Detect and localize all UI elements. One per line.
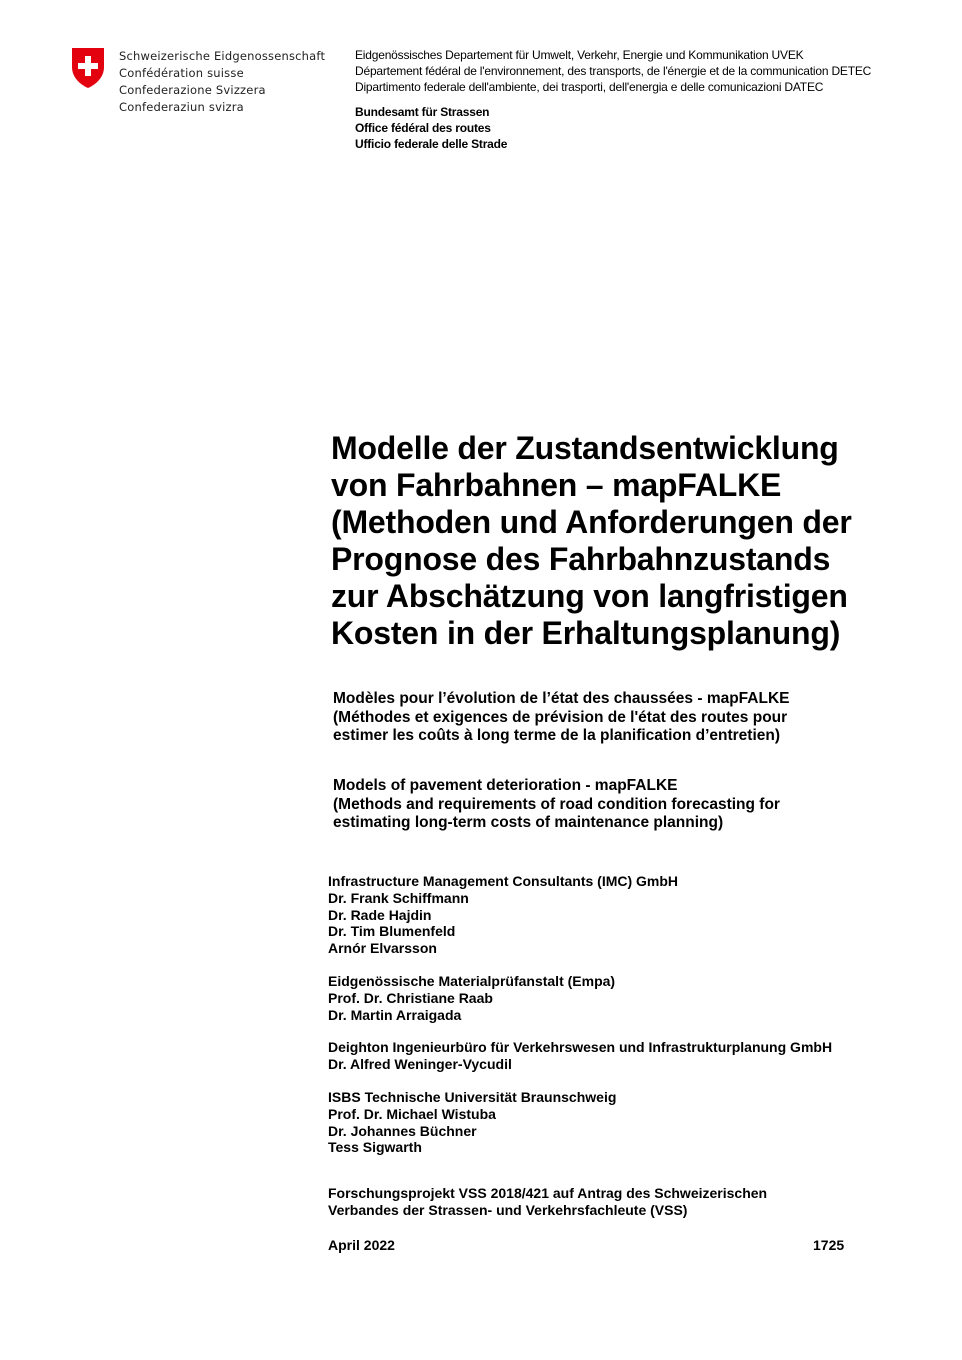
confederation-it: Confederazione Svizzera	[119, 83, 266, 97]
author-group-deighton	[328, 1039, 832, 1073]
subtitle-french	[333, 690, 790, 746]
project-line: Forschungsprojekt VSS 2018/421 auf Antrag des Schweizerischen	[328, 1185, 768, 1201]
report-number: 1725	[813, 1237, 845, 1253]
author-name: Dr. Johannes Büchner	[328, 1122, 477, 1139]
confederation-rm: Confederaziun svizra	[119, 100, 244, 114]
subtitle-line: estimer les coûts à long terme de la planification d’entretien)	[333, 727, 781, 745]
office-fr: Office fédéral des routes	[355, 121, 491, 135]
confederation-de: Schweizerische Eidgenossenschaft	[119, 49, 326, 63]
organization-name: ISBS Technische Universität Braunschweig	[328, 1088, 617, 1105]
author-name: Dr. Martin Arraigada	[328, 1006, 462, 1023]
report-title	[331, 430, 931, 652]
swiss-coat-of-arms-icon	[70, 47, 106, 89]
author-group-empa	[328, 973, 832, 1023]
author-name: Prof. Dr. Christiane Raab	[328, 989, 493, 1006]
author-name: Dr. Rade Hajdin	[328, 906, 432, 923]
organization-name: Infrastructure Management Consultants (IMC) GmbH	[328, 873, 679, 889]
title-line: zur Abschätzung von langfristigen	[331, 578, 848, 614]
project-line: Verbandes der Strassen- und Verkehrsfachleute (VSS)	[328, 1201, 688, 1218]
publication-date: April 2022	[328, 1237, 395, 1253]
department-de: Eidgenössisches Departement für Umwelt, Verkehr, Energie und Kommunikation UVEK	[355, 48, 804, 62]
confederation-fr: Confédération suisse	[119, 66, 244, 80]
title-line: Modelle der Zustandsentwicklung	[331, 430, 839, 466]
office-it: Ufficio federale delle Strade	[355, 137, 508, 151]
organization-name: Deighton Ingenieurbüro für Verkehrswesen und Infrastrukturplanung GmbH	[328, 1039, 833, 1056]
author-name: Dr. Frank Schiffmann	[328, 889, 469, 906]
author-name: Dr. Alfred Weninger-Vycudil	[328, 1056, 512, 1073]
office-names	[355, 104, 507, 152]
office-de: Bundesamt für Strassen	[355, 105, 490, 119]
confederation-names	[119, 48, 325, 116]
title-line: Kosten in der Erhaltungsplanung)	[331, 615, 841, 651]
department-it: Dipartimento federale dell'ambiente, dei trasporti, dell'energia e delle comunicazioni DATEC	[355, 80, 824, 94]
author-list	[328, 873, 832, 1172]
title-line: Prognose des Fahrbahnzustands	[331, 541, 831, 577]
subtitle-line: (Méthodes et exigences de prévision de l'état des routes pour	[333, 708, 788, 726]
author-name: Dr. Tim Blumenfeld	[328, 923, 456, 940]
title-line: (Methoden und Anforderungen der	[331, 504, 852, 540]
subtitle-line: (Methods and requirements of road condition forecasting for	[333, 795, 780, 813]
subtitle-line: Modèles pour l’évolution de l’état des chaussées - mapFALKE	[333, 690, 790, 707]
title-line: von Fahrbahnen – mapFALKE	[331, 467, 782, 503]
author-name: Tess Sigwarth	[328, 1139, 422, 1156]
department-names	[355, 47, 871, 95]
research-project-note	[328, 1185, 767, 1219]
author-group-isbs	[328, 1089, 832, 1156]
author-group-imc	[328, 873, 832, 957]
author-name: Arnór Elvarsson	[328, 940, 437, 957]
subtitle-line: Models of pavement deterioration - mapFALKE	[333, 777, 678, 794]
organization-name: Eidgenössische Materialprüfanstalt (Empa)	[328, 972, 616, 989]
subtitle-english	[333, 777, 780, 833]
author-name: Prof. Dr. Michael Wistuba	[328, 1105, 496, 1122]
department-fr: Département fédéral de l'environnement, des transports, de l'énergie et de la communication DETEC	[355, 64, 872, 78]
subtitle-line: estimating long-term costs of maintenance planning)	[333, 814, 724, 832]
